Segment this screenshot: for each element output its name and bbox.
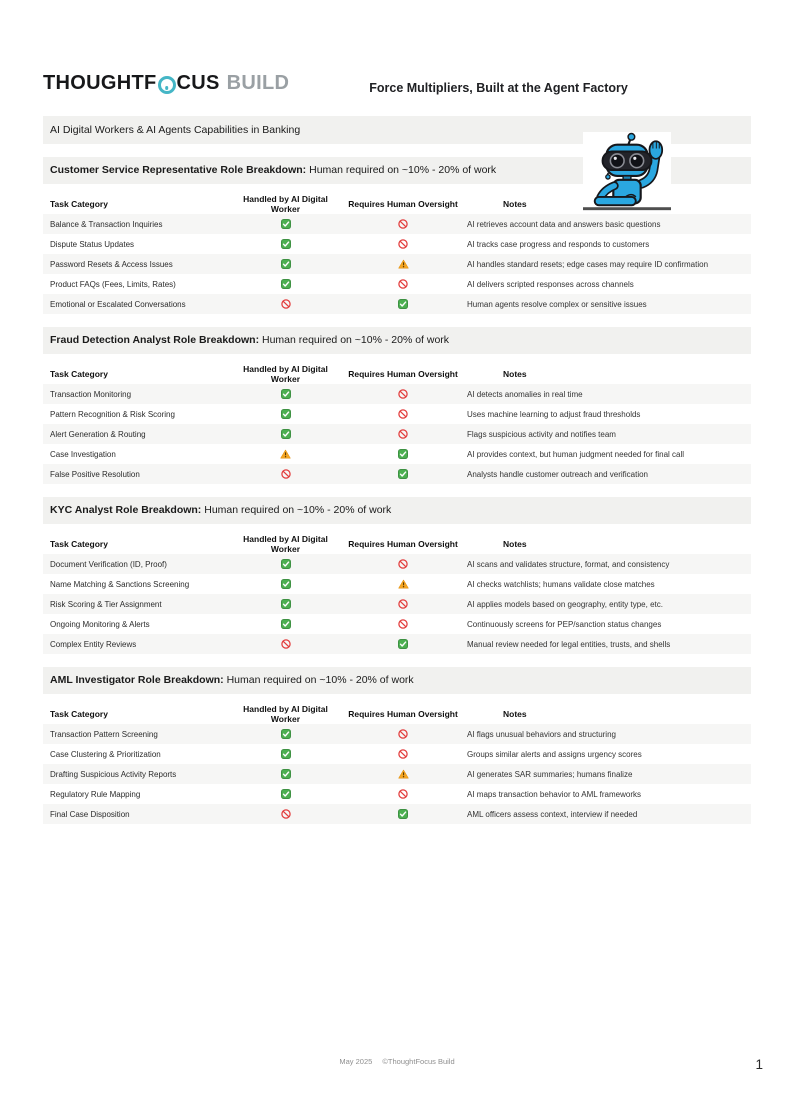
check-icon (398, 299, 408, 308)
check-icon (398, 639, 408, 648)
oversight-cell (343, 279, 463, 289)
document-page (0, 72, 794, 824)
oversight-cell (343, 239, 463, 249)
logo-text-suffix: CUS (176, 72, 220, 94)
notes-cell: AI generates SAR summaries; humans finalize (467, 769, 633, 779)
task-cell: Product FAQs (Fees, Limits, Rates) (50, 279, 176, 289)
oversight-cell (343, 769, 463, 779)
ai-worker-cell (228, 389, 343, 399)
check-icon (281, 429, 291, 438)
robot-mascot-graphic (583, 132, 671, 214)
oversight-cell (343, 299, 463, 309)
prohibited-icon (398, 409, 408, 418)
table-row (43, 444, 751, 464)
table-body (43, 554, 751, 654)
column-header-ai-digital-worker: Handled by AI Digital Worker (243, 194, 328, 214)
ai-worker-cell (228, 599, 343, 609)
check-icon (281, 729, 291, 738)
oversight-cell (343, 809, 463, 819)
table-row (43, 634, 751, 654)
section-title: AML Investigator Role Breakdown: (50, 674, 224, 686)
prohibited-icon (281, 469, 291, 478)
role-section (43, 667, 751, 824)
check-icon (281, 259, 291, 268)
check-icon (281, 769, 291, 778)
ai-worker-cell (228, 449, 343, 459)
check-icon (398, 449, 408, 458)
table-row (43, 574, 751, 594)
section-header-bar (43, 327, 751, 354)
table-row (43, 764, 751, 784)
ai-worker-cell (228, 789, 343, 799)
table-header-row (43, 364, 751, 384)
check-icon (281, 219, 291, 228)
task-cell: Transaction Monitoring (50, 389, 132, 399)
ai-worker-cell (228, 259, 343, 269)
oversight-cell (343, 639, 463, 649)
table-row (43, 214, 751, 234)
section-title: Customer Service Representative Role Breakdown: (50, 164, 307, 176)
column-header-task-category: Task Category (50, 199, 108, 209)
check-icon (281, 559, 291, 568)
notes-cell: AI checks watchlists; humans validate close matches (467, 579, 655, 589)
prohibited-icon (398, 789, 408, 798)
check-icon (281, 409, 291, 418)
task-cell: Dispute Status Updates (50, 239, 135, 249)
check-icon (398, 469, 408, 478)
check-icon (281, 619, 291, 628)
check-icon (281, 599, 291, 608)
task-cell: Complex Entity Reviews (50, 639, 137, 649)
task-cell: Risk Scoring & Tier Assignment (50, 599, 162, 609)
warning-icon (398, 579, 409, 588)
notes-cell: AML officers assess context, interview if needed (467, 809, 638, 819)
notes-cell: Manual review needed for legal entities, trusts, and shells (467, 639, 671, 649)
task-cell: Regulatory Rule Mapping (50, 789, 141, 799)
focus-lens-icon (158, 76, 176, 94)
ai-worker-cell (228, 409, 343, 419)
section-subtitle: Human required on ~10% - 20% of work (309, 164, 497, 176)
task-cell: Emotional or Escalated Conversations (50, 299, 186, 309)
ai-worker-cell (228, 299, 343, 309)
prohibited-icon (398, 279, 408, 288)
table-body (43, 384, 751, 484)
oversight-cell (343, 429, 463, 439)
logo-text-build: BUILD (226, 72, 290, 94)
check-icon (281, 749, 291, 758)
oversight-cell (343, 259, 463, 269)
prohibited-icon (398, 219, 408, 228)
oversight-cell (343, 789, 463, 799)
prohibited-icon (398, 389, 408, 398)
prohibited-icon (398, 559, 408, 568)
task-cell: Final Case Disposition (50, 809, 130, 819)
task-cell: Transaction Pattern Screening (50, 729, 158, 739)
oversight-cell (343, 579, 463, 589)
notes-cell: Continuously screens for PEP/sanction status changes (467, 619, 662, 629)
notes-cell: AI retrieves account data and answers basic questions (467, 219, 661, 229)
section-subtitle: Human required on ~10% - 20% of work (226, 674, 414, 686)
notes-cell: Analysts handle customer outreach and verification (467, 469, 648, 479)
ai-worker-cell (228, 729, 343, 739)
ai-worker-cell (228, 749, 343, 759)
notes-cell: Uses machine learning to adjust fraud thresholds (467, 409, 641, 419)
table-row (43, 274, 751, 294)
task-cell: Case Clustering & Prioritization (50, 749, 161, 759)
task-cell: Pattern Recognition & Risk Scoring (50, 409, 175, 419)
oversight-cell (343, 599, 463, 609)
oversight-cell (343, 449, 463, 459)
section-header-bar (43, 497, 751, 524)
table-row (43, 404, 751, 424)
ai-worker-cell (228, 219, 343, 229)
ai-worker-cell (228, 809, 343, 819)
thoughtfocus-logo (43, 72, 289, 95)
notes-cell: AI scans and validates structure, format, and consistency (467, 559, 670, 569)
footer-date: May 2025 (339, 1057, 373, 1066)
table-row (43, 384, 751, 404)
ai-worker-cell (228, 639, 343, 649)
prohibited-icon (281, 299, 291, 308)
table-row (43, 424, 751, 444)
column-header-notes: Notes (503, 709, 527, 719)
column-header-ai-digital-worker: Handled by AI Digital Worker (243, 534, 328, 554)
role-section (43, 497, 751, 654)
oversight-cell (343, 619, 463, 629)
page-footer (0, 1057, 794, 1066)
ai-worker-cell (228, 619, 343, 629)
notes-cell: AI detects anomalies in real time (467, 389, 583, 399)
column-header-task-category: Task Category (50, 709, 108, 719)
column-header-human-oversight: Requires Human Oversight (348, 199, 458, 209)
table-row (43, 614, 751, 634)
page-number: 1 (755, 1057, 763, 1072)
notes-cell: Human agents resolve complex or sensitive issues (467, 299, 647, 309)
prohibited-icon (398, 749, 408, 758)
prohibited-icon (398, 619, 408, 628)
check-icon (281, 789, 291, 798)
warning-icon (398, 769, 409, 778)
ai-worker-cell (228, 579, 343, 589)
oversight-cell (343, 409, 463, 419)
table-row (43, 294, 751, 314)
notes-cell: AI applies models based on geography, entity type, etc. (467, 599, 663, 609)
table-header-row (43, 534, 751, 554)
task-cell: Case Investigation (50, 449, 116, 459)
table-header-row (43, 704, 751, 724)
tagline: Force Multipliers, Built at the Agent Factory (369, 81, 628, 95)
column-header-notes: Notes (503, 369, 527, 379)
table-row (43, 744, 751, 764)
page-header (43, 72, 751, 110)
logo-text-prefix: THOUGHTF (43, 72, 157, 94)
notes-cell: Flags suspicious activity and notifies team (467, 429, 616, 439)
column-header-notes: Notes (503, 539, 527, 549)
prohibited-icon (398, 239, 408, 248)
table-body (43, 214, 751, 314)
column-header-notes: Notes (503, 199, 527, 209)
ai-worker-cell (228, 239, 343, 249)
task-cell: Ongoing Monitoring & Alerts (50, 619, 150, 629)
oversight-cell (343, 729, 463, 739)
task-cell: Alert Generation & Routing (50, 429, 146, 439)
ai-worker-cell (228, 429, 343, 439)
notes-cell: AI provides context, but human judgment needed for final call (467, 449, 685, 459)
section-subtitle: Human required on ~10% - 20% of work (261, 334, 450, 346)
oversight-cell (343, 749, 463, 759)
table-row (43, 594, 751, 614)
table-body (43, 724, 751, 824)
robot-mascot (583, 132, 671, 214)
sections-container (43, 157, 751, 824)
task-cell: Password Resets & Access Issues (50, 259, 173, 269)
table-row (43, 804, 751, 824)
section-title: Fraud Detection Analyst Role Breakdown: (50, 334, 260, 346)
column-header-human-oversight: Requires Human Oversight (348, 539, 458, 549)
table-row (43, 784, 751, 804)
table-row (43, 234, 751, 254)
footer-copyright: ©ThoughtFocus Build (382, 1057, 455, 1066)
oversight-cell (343, 559, 463, 569)
role-section (43, 327, 751, 484)
column-header-human-oversight: Requires Human Oversight (348, 709, 458, 719)
check-icon (281, 389, 291, 398)
section-header-bar (43, 667, 751, 694)
ai-worker-cell (228, 769, 343, 779)
table-row (43, 254, 751, 274)
oversight-cell (343, 389, 463, 399)
section-subtitle: Human required on ~10% - 20% of work (204, 504, 392, 516)
column-header-task-category: Task Category (50, 369, 108, 379)
notes-cell: AI flags unusual behaviors and structuring (467, 729, 616, 739)
prohibited-icon (281, 639, 291, 648)
check-icon (281, 279, 291, 288)
check-icon (281, 579, 291, 588)
ai-worker-cell (228, 559, 343, 569)
section-title: KYC Analyst Role Breakdown: (50, 504, 202, 516)
oversight-cell (343, 469, 463, 479)
table-row (43, 464, 751, 484)
task-cell: Name Matching & Sanctions Screening (50, 579, 190, 589)
warning-icon (280, 449, 291, 458)
prohibited-icon (398, 429, 408, 438)
ai-worker-cell (228, 279, 343, 289)
column-header-ai-digital-worker: Handled by AI Digital Worker (243, 704, 328, 724)
column-header-human-oversight: Requires Human Oversight (348, 369, 458, 379)
task-cell: False Positive Resolution (50, 469, 140, 479)
document-title: AI Digital Workers & AI Agents Capabilities in Banking (50, 124, 301, 136)
task-cell: Drafting Suspicious Activity Reports (50, 769, 177, 779)
notes-cell: AI maps transaction behavior to AML frameworks (467, 789, 641, 799)
column-header-ai-digital-worker: Handled by AI Digital Worker (243, 364, 328, 384)
task-cell: Document Verification (ID, Proof) (50, 559, 167, 569)
column-header-task-category: Task Category (50, 539, 108, 549)
check-icon (281, 239, 291, 248)
prohibited-icon (398, 599, 408, 608)
notes-cell: AI delivers scripted responses across channels (467, 279, 634, 289)
table-row (43, 724, 751, 744)
check-icon (398, 809, 408, 818)
notes-cell: AI tracks case progress and responds to customers (467, 239, 650, 249)
table-row (43, 554, 751, 574)
ai-worker-cell (228, 469, 343, 479)
warning-icon (398, 259, 409, 268)
task-cell: Balance & Transaction Inquiries (50, 219, 163, 229)
oversight-cell (343, 219, 463, 229)
prohibited-icon (281, 809, 291, 818)
notes-cell: Groups similar alerts and assigns urgency scores (467, 749, 642, 759)
notes-cell: AI handles standard resets; edge cases may require ID confirmation (467, 259, 709, 269)
prohibited-icon (398, 729, 408, 738)
